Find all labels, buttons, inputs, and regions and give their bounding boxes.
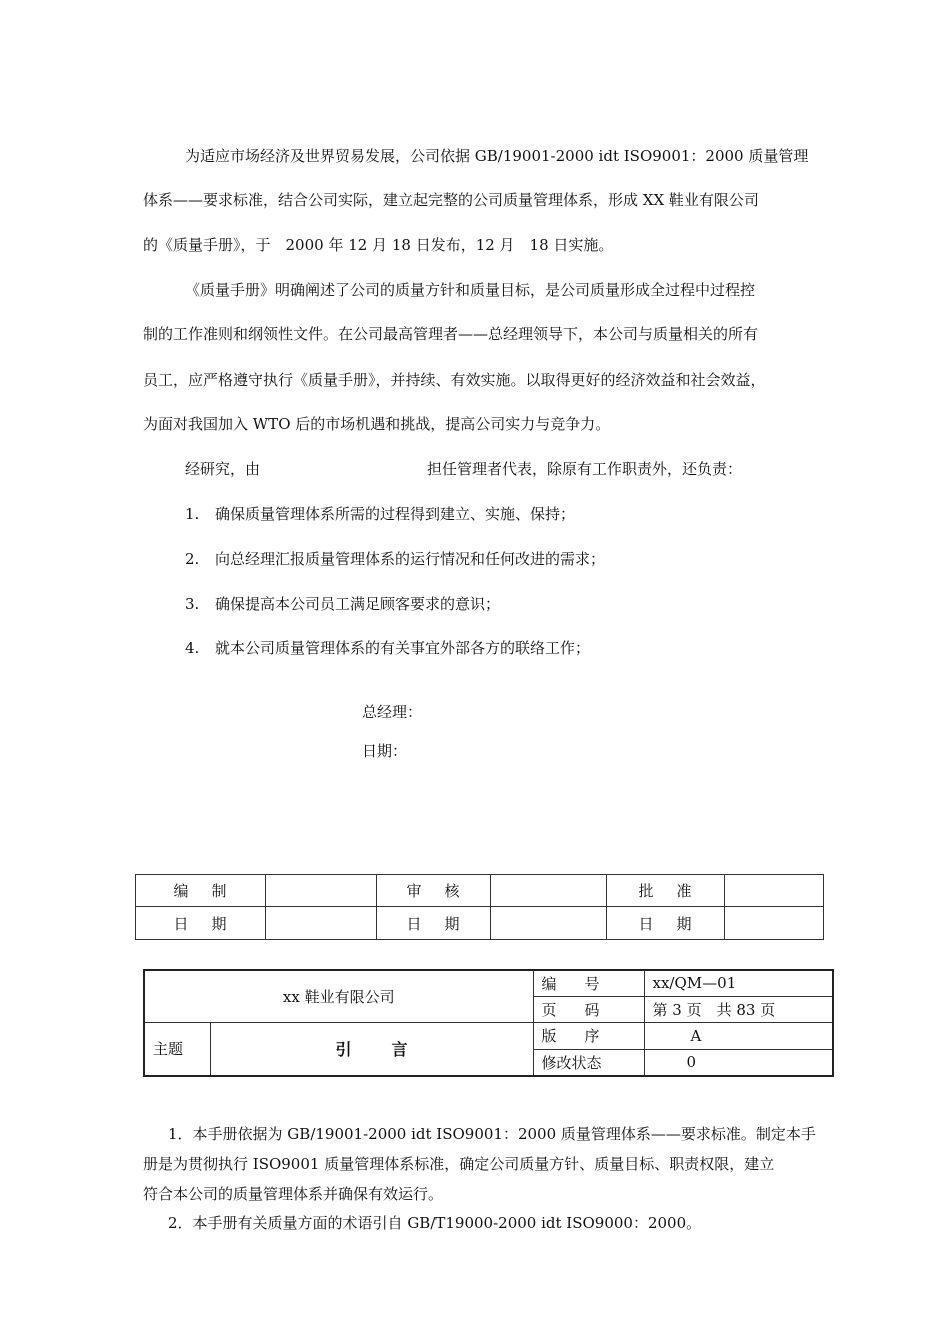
- preface-p2-line4: 为面对我国加入 WTO 后的市场机遇和挑战，提高公司实力与竞争力。: [143, 415, 611, 433]
- document-header-table: [143, 969, 834, 1077]
- preface-p1-line2: 体系——要求标准，结合公司实际，建立起完整的公司质量管理体系，形成 XX 鞋业有限公司: [143, 191, 759, 209]
- duty-item-2: [185, 548, 605, 570]
- version-value: A: [644, 1022, 833, 1049]
- approved-date-field[interactable]: [725, 907, 824, 940]
- page-value: 第 3 页 共 83 页: [644, 996, 833, 1022]
- section-title: 引 言: [210, 1022, 533, 1076]
- reviewed-date-label: 日 期: [377, 907, 491, 940]
- duty-item-text: 向总经理汇报质量管理体系的运行情况和任何改进的需求；: [215, 550, 606, 568]
- body-p1-line1: 1．本手册依据为 GB/19001-2000 idt ISO9001：2000 质量管理体系——要求标准。制定本手: [168, 1125, 816, 1143]
- revision-status-label: 修改状态: [533, 1049, 644, 1076]
- body-p2-line1: 2．本手册有关质量方面的术语引自 GB/T19000-2000 idt ISO9000：2000。: [168, 1214, 702, 1232]
- preface-p1-line1: 为适应市场经济及世界贸易发展，公司依据 GB/19001-2000 idt ISO9001：2000 质量管理: [185, 147, 809, 165]
- duty-item-number: 2.: [185, 550, 200, 568]
- body-p1-line3: 符合本公司的质量管理体系并确保有效运行。: [143, 1185, 444, 1203]
- signer-label: 总经理：: [362, 703, 423, 721]
- prepared-date-field[interactable]: [266, 907, 377, 940]
- preface-p3-left: 经研究，由: [185, 460, 261, 478]
- duty-item-number: 1.: [185, 505, 200, 523]
- prepared-date-label: 日 期: [136, 907, 266, 940]
- preface-p2-line1: 《质量手册》明确阐述了公司的质量方针和质量目标，是公司质量形成全过程中过程控: [185, 281, 756, 299]
- duty-item-4: [185, 637, 590, 659]
- prepared-by-label: 编 制: [136, 875, 266, 907]
- doc-number-label: 编 号: [533, 970, 644, 996]
- reviewed-by-label: 审 核: [377, 875, 491, 907]
- topic-label: 主题: [144, 1022, 210, 1076]
- duty-item-1: [185, 503, 575, 525]
- version-label: 版 序: [533, 1022, 644, 1049]
- body-p1-line2: 册是为贯彻执行 ISO9001 质量管理体系标准，确定公司质量方针、质量目标、职责权限，建立: [143, 1155, 775, 1173]
- preface-p2-line3: 员工，应严格遵守执行《质量手册》，并持续、有效实施。以取得更好的经济效益和社会效益，: [143, 371, 766, 389]
- approved-by-label: 批 准: [607, 875, 725, 907]
- reviewed-date-field[interactable]: [491, 907, 607, 940]
- reviewed-by-field[interactable]: [491, 875, 607, 907]
- date-label: 日期：: [362, 742, 408, 760]
- approved-by-field[interactable]: [725, 875, 824, 907]
- company-name: xx 鞋业有限公司: [144, 970, 533, 1022]
- preface-p1-line3: 的《质量手册》，于 2000 年 12 月 18 日发布，12 月 18 日实施。: [143, 236, 614, 254]
- preface-p3-right: 担任管理者代表，除原有工作职责外，还负责：: [427, 460, 743, 478]
- duty-item-number: 3.: [185, 595, 200, 613]
- page-label: 页 码: [533, 996, 644, 1022]
- duty-item-3: [185, 593, 500, 615]
- duty-item-text: 就本公司质量管理体系的有关事宜外部各方的联络工作；: [215, 639, 591, 657]
- prepared-by-field[interactable]: [266, 875, 377, 907]
- doc-number-value: xx/QM—01: [644, 970, 833, 996]
- duty-item-text: 确保质量管理体系所需的过程得到建立、实施、保持；: [215, 505, 576, 523]
- approved-date-label: 日 期: [607, 907, 725, 940]
- preface-p2-line2: 制的工作准则和纲领性文件。在公司最高管理者——总经理领导下，本公司与质量相关的所有: [143, 325, 759, 343]
- approval-table: [135, 874, 824, 940]
- revision-status-value: 0: [644, 1049, 833, 1076]
- duty-item-number: 4.: [185, 639, 200, 657]
- duty-item-text: 确保提高本公司员工满足顾客要求的意识；: [215, 595, 501, 613]
